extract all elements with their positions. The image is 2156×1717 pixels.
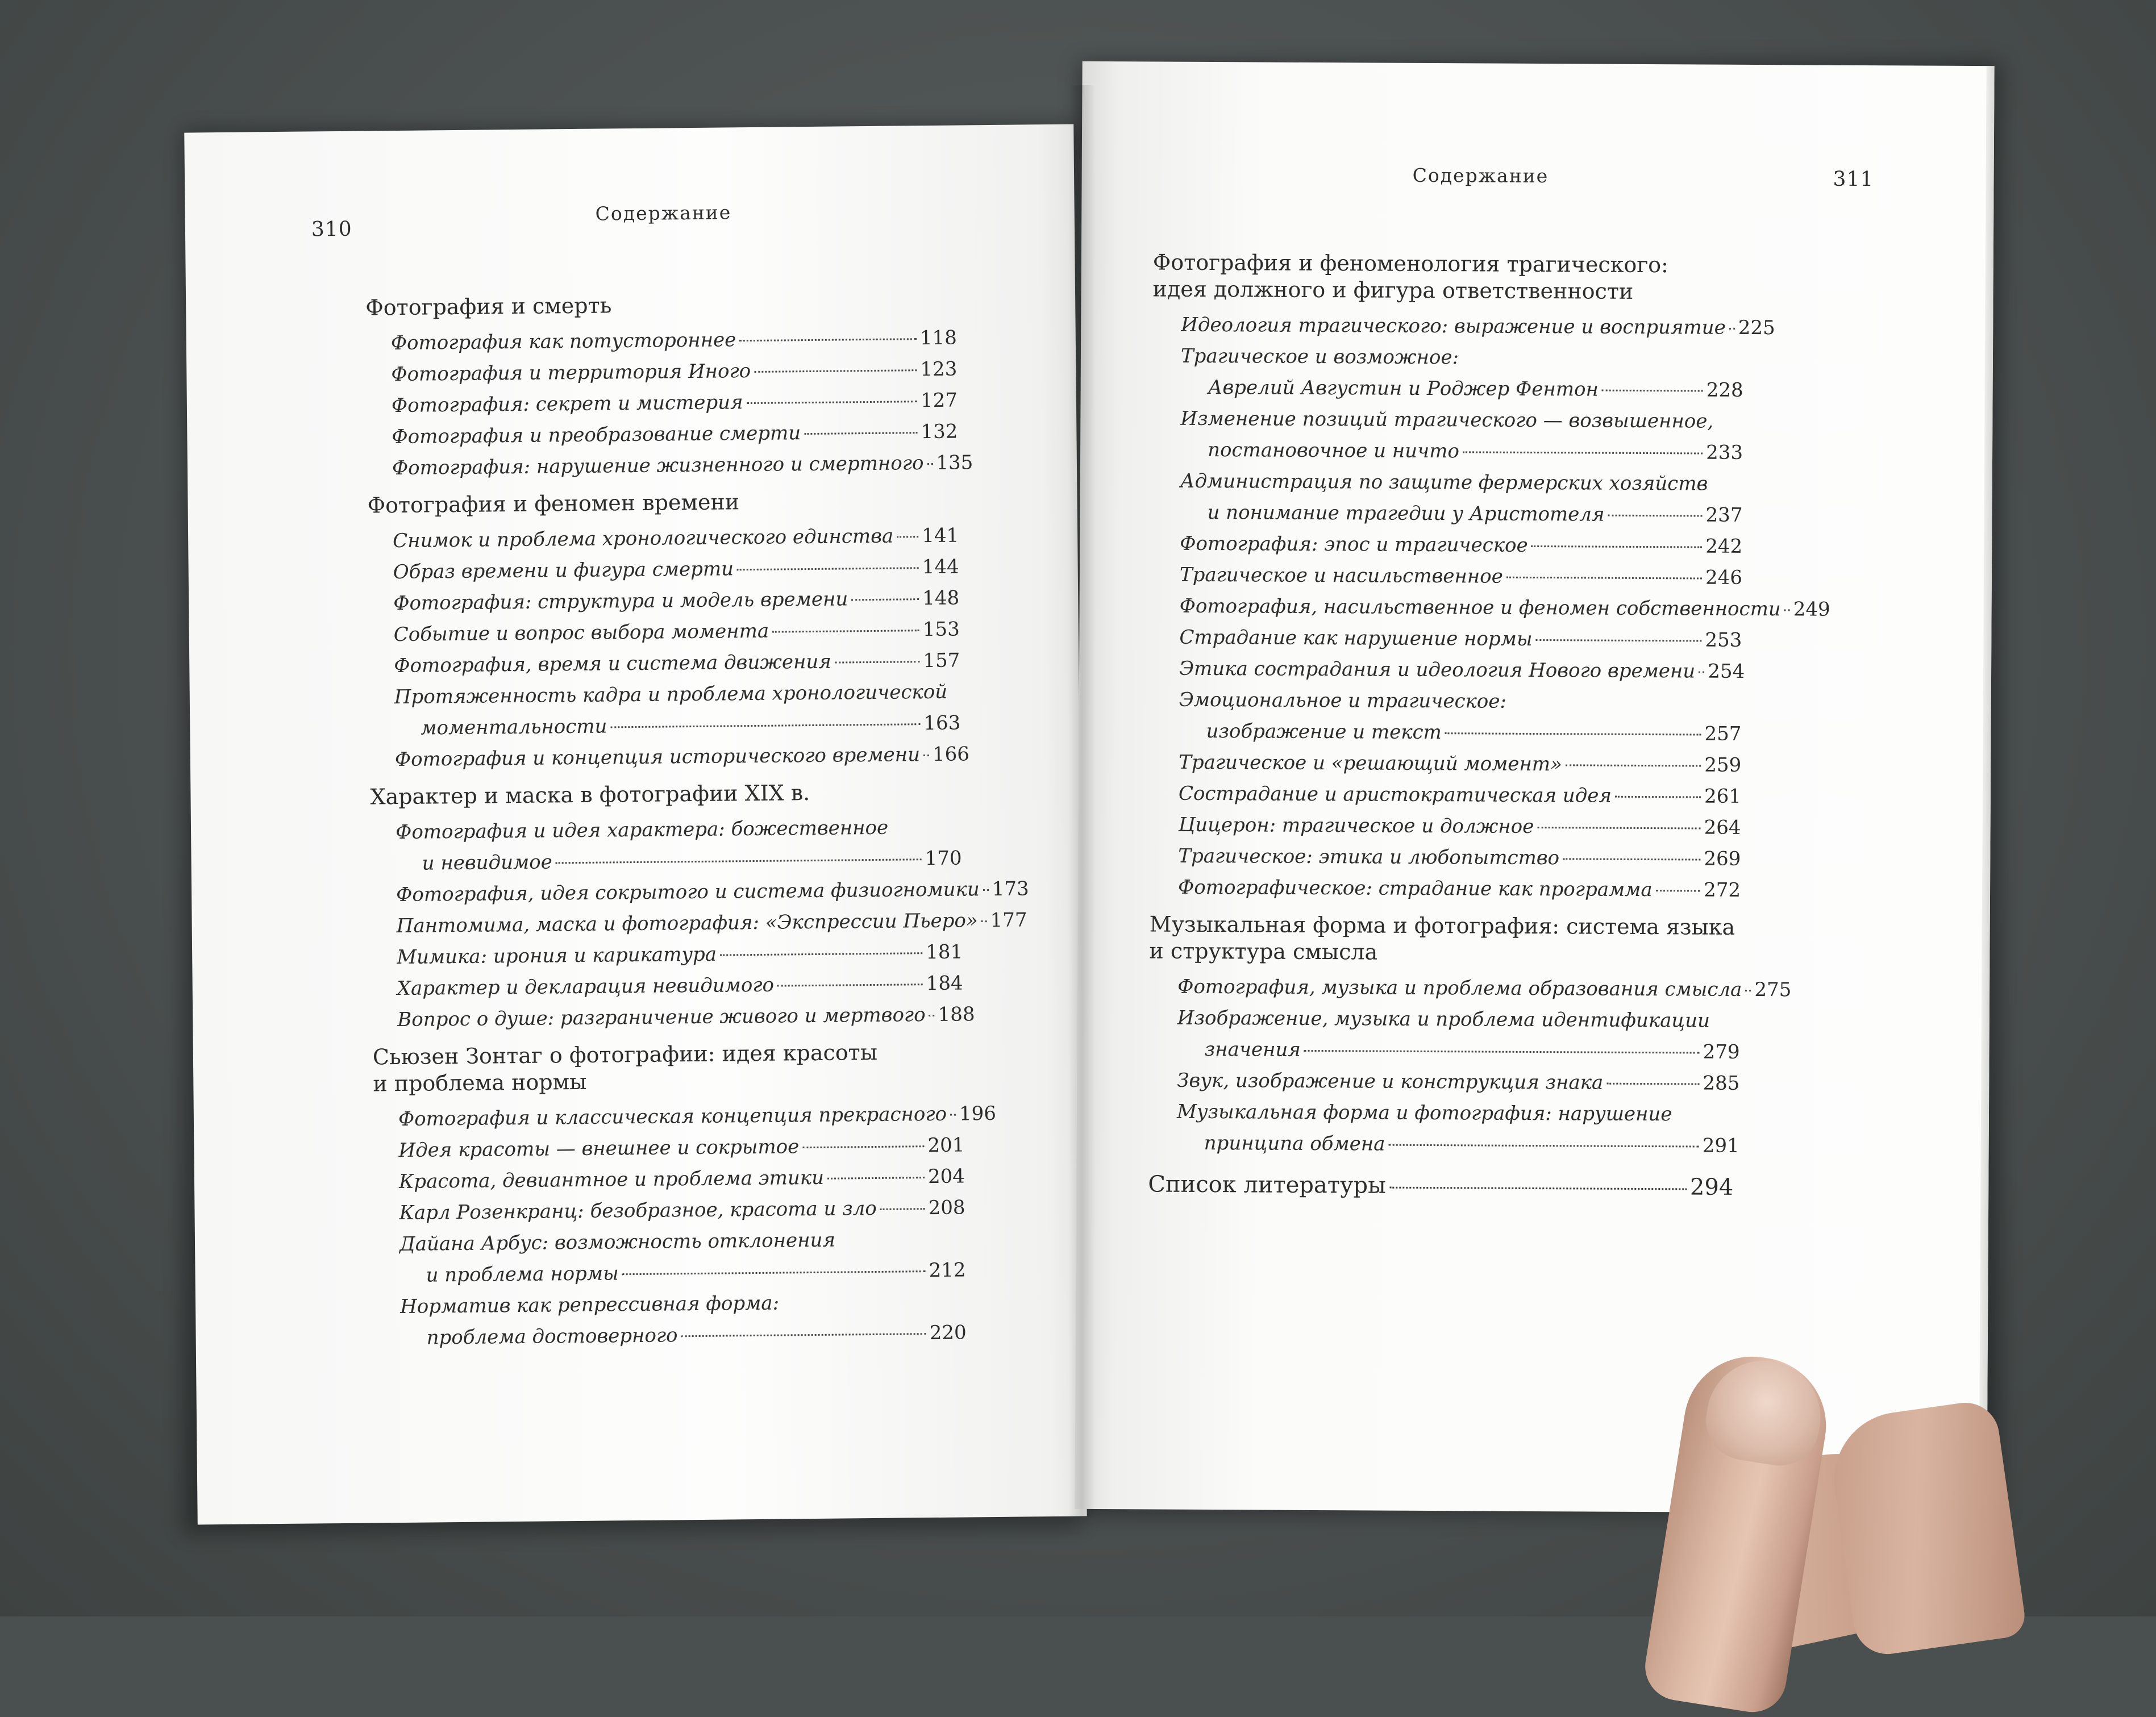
- toc-entry-title: Фотография: секрет и мистерия: [391, 391, 743, 418]
- toc-page-number: 259: [1704, 753, 1742, 777]
- hand-wrist: [1825, 1398, 2028, 1658]
- toc-entry-title: Идея красоты — внешнее и сокрытое: [398, 1135, 800, 1162]
- toc-section-title: Фотография и феномен времени: [367, 489, 740, 518]
- toc-entry[interactable]: [399, 1192, 965, 1229]
- dot-leader: [835, 661, 920, 663]
- toc-page-number: 246: [1705, 566, 1743, 589]
- toc-entry[interactable]: [392, 448, 973, 485]
- toc-entry[interactable]: [394, 614, 960, 651]
- dot-leader: [804, 432, 917, 435]
- dot-leader: [1608, 515, 1703, 517]
- dot-leader: [772, 630, 919, 632]
- toc-entry-title: Фотография, время и система движения: [394, 650, 832, 678]
- dot-leader: [950, 1114, 956, 1116]
- toc-page-number: 212: [929, 1258, 966, 1282]
- toc-entry-title-line: Изображение, музыка и проблема идентификации: [1177, 1006, 1710, 1032]
- toc-page-number: 201: [927, 1133, 965, 1157]
- toc-entry-title: Трагическое: этика и любопытство: [1178, 844, 1560, 870]
- toc-section-title: Характер и маска в фотографии XIX в.: [370, 780, 810, 810]
- dot-leader: [1566, 764, 1701, 766]
- toc-bibliography-title: Список литературы: [1148, 1171, 1387, 1199]
- toc-page-number: 153: [922, 618, 960, 641]
- toc-page-number: 173: [992, 877, 1029, 901]
- toc-entry[interactable]: [1180, 528, 1742, 562]
- dot-leader: [777, 983, 923, 986]
- toc-entry[interactable]: [394, 645, 960, 682]
- dot-leader: [1606, 1083, 1699, 1085]
- toc-section-title: Фотография и феноменология трагического: идея должного и фигура ответственности: [1152, 249, 1669, 304]
- toc-page-number: 208: [928, 1196, 965, 1220]
- toc-entry[interactable]: [1178, 841, 1741, 875]
- toc-page-number: 279: [1703, 1040, 1740, 1064]
- toc-entry[interactable]: [1179, 591, 1830, 625]
- toc-page-number: 242: [1705, 535, 1743, 558]
- toc-entry-title: Фотография и классическая концепция прекрасного: [398, 1102, 947, 1131]
- toc-entry[interactable]: [1179, 810, 1741, 844]
- toc-entry-title: Фотография, музыка и проблема образования смысла: [1177, 975, 1742, 1001]
- toc-entry[interactable]: [393, 552, 959, 589]
- toc-entry[interactable]: [398, 1098, 997, 1135]
- left-toc: [365, 289, 1029, 1355]
- toc-entry-title: значения: [1204, 1037, 1301, 1061]
- toc-page-number: 177: [990, 908, 1027, 932]
- dot-leader: [556, 858, 922, 864]
- toc-page-number: 237: [1705, 503, 1743, 527]
- toc-entry[interactable]: [394, 677, 961, 745]
- left-page-number: 310: [311, 217, 352, 241]
- right-toc: [1148, 249, 1830, 1201]
- dot-leader: [851, 598, 919, 601]
- toc-entry-title: Характер и декларация невидимого: [397, 973, 775, 1001]
- toc-page-number: 264: [1704, 816, 1741, 839]
- toc-page-number: 127: [920, 389, 958, 412]
- toc-entry[interactable]: [392, 385, 958, 422]
- toc-page-number: 163: [923, 711, 961, 735]
- toc-entry-title: Сострадание и аристократическая идея: [1178, 782, 1612, 807]
- toc-entry[interactable]: [394, 739, 970, 776]
- toc-entry-title: постановочное и ничто: [1207, 438, 1460, 463]
- toc-entry-title-line: Протяженность кадра и проблема хронологической: [394, 680, 948, 709]
- toc-entry-title-line: Эмоциональное и трагическое:: [1179, 688, 1507, 713]
- toc-entry-title: Трагическое и «решающий момент»: [1179, 751, 1562, 776]
- toc-entry[interactable]: [1181, 310, 1775, 344]
- dot-leader: [1388, 1144, 1699, 1148]
- toc-entry[interactable]: [1180, 466, 1743, 531]
- toc-entry-title: Фотография как потустороннее: [390, 328, 736, 355]
- toc-entry-title: Фотография, идея сокрытого и система физиогномики: [396, 878, 980, 907]
- toc-page-number: 135: [936, 451, 973, 474]
- dot-leader: [1445, 732, 1701, 735]
- dot-leader: [1389, 1187, 1687, 1190]
- toc-page-number: 261: [1704, 785, 1742, 808]
- toc-entry-title: и проблема нормы: [426, 1262, 619, 1287]
- toc-entry[interactable]: [392, 416, 958, 453]
- toc-page-number: 275: [1754, 978, 1792, 1002]
- toc-entry-title: Страдание как нарушение нормы: [1179, 626, 1533, 651]
- toc-entry-title-line: Изменение позиций трагического — возвышенное,: [1180, 407, 1714, 433]
- toc-entry-title-line: Фотография и идея характера: божественное: [395, 816, 889, 844]
- dot-leader: [923, 755, 929, 756]
- toc-entry[interactable]: [397, 968, 963, 1005]
- toc-entry[interactable]: [396, 874, 1029, 911]
- toc-entry[interactable]: [397, 999, 975, 1036]
- dot-leader: [1602, 390, 1703, 392]
- toc-entry[interactable]: [397, 936, 963, 973]
- toc-entry[interactable]: [391, 323, 957, 360]
- dot-leader: [1536, 639, 1702, 642]
- toc-entry-title: Вопрос о душе: разграничение живого и мертвого: [397, 1003, 926, 1032]
- toc-page-number: 123: [920, 357, 958, 381]
- toc-page-number: 249: [1793, 598, 1830, 621]
- dot-leader: [754, 369, 917, 373]
- dot-leader: [1304, 1050, 1700, 1054]
- dot-leader: [927, 463, 933, 465]
- right-page-header: Содержание: [1412, 164, 1549, 187]
- toc-entry-title: Фотография, насильственное и феномен собственности: [1179, 594, 1781, 621]
- toc-entry[interactable]: [393, 520, 959, 557]
- toc-page-number: 233: [1706, 441, 1743, 464]
- toc-page-number: 148: [922, 586, 960, 610]
- toc-entry-title: Мимика: ирония и карикатура: [397, 943, 717, 969]
- toc-entry-title: Трагическое и насильственное: [1179, 563, 1503, 588]
- toc-page-number: 285: [1703, 1072, 1740, 1095]
- toc-page-number: 181: [926, 940, 963, 964]
- toc-page-number: 118: [919, 326, 957, 350]
- toc-page-number: 257: [1704, 722, 1742, 745]
- dot-leader: [929, 1015, 935, 1016]
- toc-page-number: 184: [926, 972, 963, 995]
- toc-page-number: 132: [921, 420, 958, 444]
- toc-entry-title: Аврелий Августин и Роджер Фентон: [1208, 376, 1599, 401]
- toc-entry[interactable]: [1177, 972, 1792, 1006]
- toc-entry-title: проблема достоверного: [426, 1324, 678, 1349]
- dot-leader: [1745, 990, 1751, 991]
- toc-section-title: Сьюзен Зонтаг о фотографии: идея красоты и проблема нормы: [372, 1039, 878, 1097]
- dot-leader: [681, 1333, 926, 1337]
- toc-entry-title: Пантомима, маска и фотография: «Экспрессии Пьеро»: [396, 909, 978, 938]
- toc-entry-title: Фотография: структура и модель времени: [393, 587, 848, 615]
- toc-entry[interactable]: [1177, 1097, 1740, 1162]
- toc-entry[interactable]: [1179, 747, 1741, 781]
- toc-page-number: 144: [922, 555, 959, 579]
- toc-entry-title: Снимок и проблема хронологического единства: [392, 524, 894, 553]
- toc-entry-title: изображение и текст: [1206, 719, 1442, 744]
- toc-entry[interactable]: [1179, 778, 1741, 812]
- toc-entry-title: Фотография: нарушение жизненного и смертного: [392, 452, 924, 480]
- toc-entry-title: Фотография и территория Иного: [391, 360, 751, 386]
- toc-entry-title-line: Норматив как репрессивная форма:: [399, 1291, 780, 1319]
- right-page: [1075, 61, 1994, 1514]
- toc-entry-title: Звук, изображение и конструкция знака: [1177, 1069, 1604, 1094]
- toc-entry[interactable]: [1180, 403, 1743, 469]
- dot-leader: [802, 1145, 924, 1148]
- toc-entry[interactable]: [400, 1286, 967, 1354]
- dot-leader: [1537, 827, 1700, 830]
- toc-page-number: 220: [929, 1321, 967, 1345]
- toc-page-number: 157: [923, 649, 960, 673]
- dot-leader: [880, 1208, 925, 1210]
- dot-leader: [622, 1270, 926, 1275]
- toc-entry[interactable]: [399, 1223, 966, 1291]
- toc-entry[interactable]: [396, 905, 1027, 942]
- dot-leader: [981, 920, 987, 922]
- toc-page-number: 269: [1704, 847, 1741, 870]
- toc-entry[interactable]: [1179, 685, 1742, 750]
- toc-entry-title: моментальности: [421, 715, 607, 740]
- toc-entry-title-line: Дайана Арбус: возможность отклонения: [399, 1228, 836, 1256]
- dot-leader: [1656, 890, 1700, 891]
- dot-leader: [739, 338, 917, 341]
- toc-entry-title: и понимание трагедии у Аристотеля: [1207, 501, 1605, 526]
- toc-entry[interactable]: [1181, 341, 1744, 406]
- toc-page-number: 196: [959, 1102, 997, 1126]
- toc-entry[interactable]: [398, 1130, 964, 1166]
- toc-entry[interactable]: [1177, 1003, 1740, 1068]
- toc-entry-title: Карл Розенкранц: безобразное, красота и зло: [399, 1197, 877, 1225]
- toc-entry[interactable]: [1177, 1065, 1739, 1099]
- toc-entry-title: Цицерон: трагическое и должное: [1178, 813, 1534, 838]
- toc-entry-title: Фотография и преобразование смерти: [392, 422, 801, 449]
- toc-entry-title: Фотография: эпос и трагическое: [1180, 532, 1528, 557]
- dot-leader: [1506, 577, 1702, 580]
- toc-entry-title: Фотографическое: страдание как программа: [1177, 876, 1653, 902]
- toc-bibliography[interactable]: [1148, 1171, 1733, 1200]
- toc-page-number: 225: [1738, 316, 1775, 340]
- toc-entry-title-line: Администрация по защите фермерских хозяйств: [1180, 469, 1708, 495]
- toc-entry[interactable]: [1179, 653, 1745, 687]
- dot-leader: [897, 536, 918, 537]
- toc-entry[interactable]: [1179, 622, 1742, 656]
- toc-entry[interactable]: [1180, 560, 1742, 594]
- toc-page-number: 170: [925, 847, 962, 870]
- toc-entry-title-line: Трагическое и возможное:: [1180, 344, 1459, 369]
- dot-leader: [1784, 609, 1790, 611]
- toc-entry[interactable]: [391, 354, 957, 391]
- toc-entry[interactable]: [393, 583, 959, 620]
- toc-page-number: 294: [1689, 1174, 1734, 1201]
- toc-entry-title-line: Музыкальная форма и фотография: нарушение: [1176, 1100, 1672, 1126]
- toc-entry-title: Образ времени и фигура смерти: [393, 557, 734, 584]
- dot-leader: [983, 889, 989, 891]
- toc-page-number: 254: [1708, 660, 1745, 683]
- toc-entry[interactable]: [1178, 872, 1741, 906]
- dot-leader: [1615, 796, 1701, 798]
- toc-entry-title: Событие и вопрос выбора момента: [393, 619, 769, 647]
- dot-leader: [1729, 328, 1735, 330]
- toc-section-title: Фотография и смерть: [365, 293, 612, 320]
- toc-entry[interactable]: [396, 811, 962, 880]
- dot-leader: [827, 1177, 925, 1180]
- dot-leader: [610, 723, 920, 728]
- book-spine: [1068, 85, 1096, 1517]
- dot-leader: [1531, 545, 1703, 548]
- right-page-number: 311: [1833, 167, 1874, 191]
- toc-entry-title: Этика сострадания и идеология Нового времени: [1179, 657, 1696, 683]
- dot-leader: [720, 952, 922, 956]
- toc-entry-title: и невидимое: [422, 851, 552, 875]
- dot-leader: [1699, 672, 1704, 673]
- toc-page-number: 141: [922, 524, 959, 548]
- toc-entry-title: Идеология трагического: выражение и восприятие: [1181, 313, 1726, 339]
- left-page-header: Содержание: [595, 201, 732, 225]
- toc-entry-title: Фотография и концепция исторического времени: [394, 743, 921, 772]
- toc-page-number: 188: [938, 1003, 975, 1026]
- toc-page-number: 204: [927, 1165, 965, 1189]
- toc-page-number: 272: [1704, 878, 1741, 902]
- left-page: [184, 124, 1087, 1525]
- dot-leader: [737, 567, 919, 570]
- dot-leader: [1463, 451, 1703, 454]
- toc-entry-title: принципа обмена: [1204, 1131, 1385, 1156]
- toc-entry-title: Красота, девиантное и проблема этики: [398, 1166, 825, 1194]
- toc-page-number: 253: [1705, 628, 1742, 652]
- toc-page-number: 291: [1702, 1134, 1739, 1157]
- dot-leader: [747, 401, 917, 404]
- toc-section-title: Музыкальная форма и фотография: система языка и структура смысла: [1149, 911, 1735, 965]
- toc-page-number: 166: [932, 743, 970, 766]
- toc-page-number: 228: [1706, 378, 1743, 402]
- toc-entry[interactable]: [399, 1161, 965, 1198]
- dot-leader: [1563, 858, 1700, 860]
